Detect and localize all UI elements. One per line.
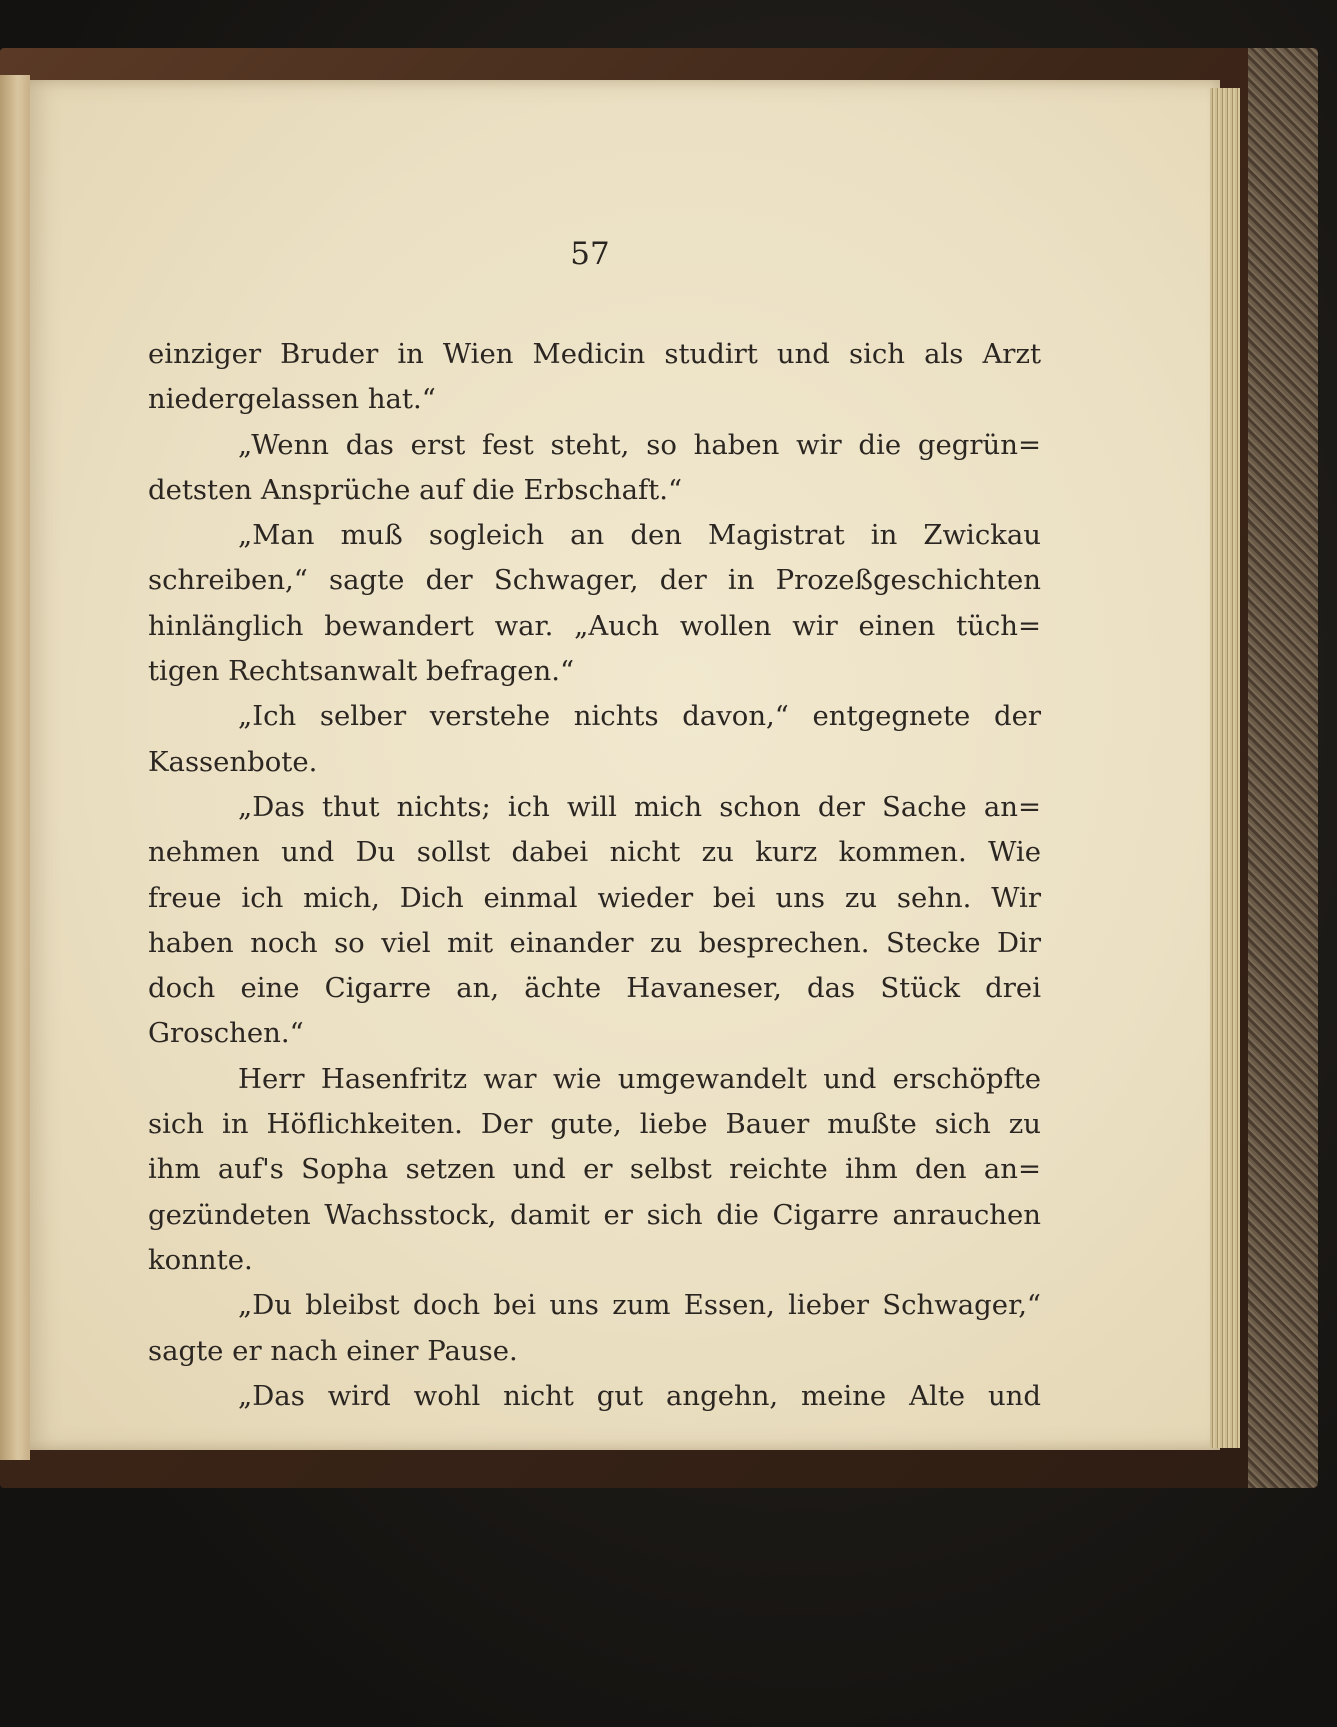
page-number: 57 [570, 236, 610, 272]
previous-page-edge [0, 75, 30, 1460]
text-line: einziger Bruder in Wien Medicin studirt und sich als Arzt [148, 338, 1041, 370]
text-line: „Das wird wohl nicht gut angehn, meine Alte und [238, 1379, 1041, 1412]
text-line: „Ich selber verstehe nichts davon,“ entgegnete der [238, 700, 1041, 733]
text-line: freue ich mich, Dich einmal wieder bei uns zu sehn. Wir [148, 881, 1041, 914]
text-line: detsten Ansprüche auf die Erbschaft.“ [148, 473, 683, 506]
book-cover-edge [1248, 48, 1318, 1488]
text-line: sagte er nach einer Pause. [148, 1334, 518, 1367]
text-line: Kassenbote. [148, 745, 318, 778]
text-line: Groschen.“ [148, 1017, 304, 1050]
text-line: doch eine Cigarre an, ächte Havaneser, das Stück drei [148, 972, 1041, 1005]
text-line: tigen Rechtsanwalt befragen.“ [148, 655, 575, 688]
text-line: haben noch so viel mit einander zu besprechen. Stecke Dir [148, 926, 1041, 959]
text-line: schreiben,“ sagte der Schwager, der in Prozeßgeschichten [148, 564, 1041, 597]
text-line: „Du bleibst doch bei uns zum Essen, lieber Schwager,“ [238, 1289, 1041, 1322]
text-line: sich in Höflichkeiten. Der gute, liebe Bauer mußte sich zu [148, 1108, 1041, 1141]
text-line: Herr Hasenfritz war wie umgewandelt und erschöpfte [238, 1062, 1041, 1095]
text-line: „Man muß sogleich an den Magistrat in Zwickau [238, 519, 1041, 552]
text-line: gezündeten Wachsstock, damit er sich die Cigarre anrauchen [148, 1198, 1041, 1231]
text-line: „Wenn das erst fest steht, so haben wir die gegrün= [238, 428, 1041, 461]
text-line: niedergelassen hat.“ [148, 383, 436, 416]
page-block-edges [1210, 88, 1240, 1448]
page-text-body [148, 332, 1041, 1419]
text-line: nehmen und Du sollst dabei nicht zu kurz kommen. Wie [148, 836, 1041, 869]
text-line: konnte. [148, 1243, 253, 1276]
text-line: ihm auf's Sopha setzen und er selbst reichte ihm den an= [148, 1153, 1041, 1186]
text-line: hinlänglich bewandert war. „Auch wollen wir einen tüch= [148, 609, 1041, 642]
text-line: „Das thut nichts; ich will mich schon der Sache an= [238, 790, 1041, 823]
